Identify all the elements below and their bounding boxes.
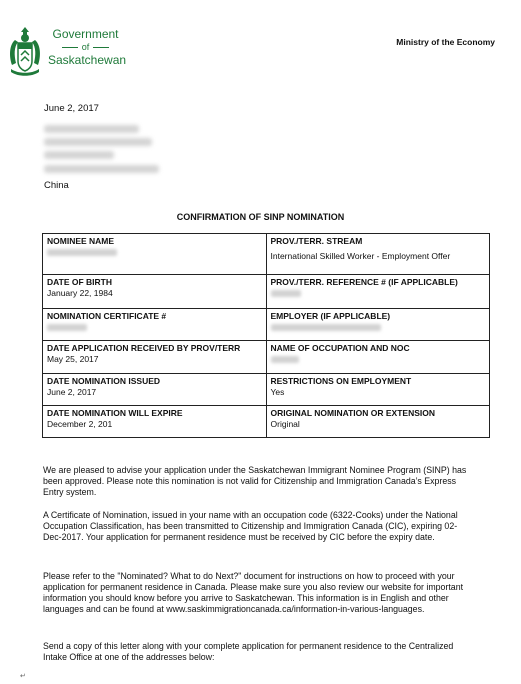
ministry-name: Ministry of the Economy: [396, 37, 495, 47]
table-cell: [43, 234, 267, 275]
redacted-address-line: [44, 138, 152, 146]
body-paragraph: Please refer to the "Nominated? What to do Next?" document for instructions on how to proceed with your application for permanent residence in Canada. Please make sure you also review our website for important information you should know before you arrive to Saskatchewan. This information is in English and other languages and can be found at www.saskimmigrationcanada.ca/information-in-various-languages.: [43, 571, 464, 614]
table-cell: [266, 234, 490, 275]
redacted-address-line: [44, 151, 114, 159]
document-title: CONFIRMATION OF SINP NOMINATION: [176, 212, 345, 222]
table-row: [43, 309, 490, 341]
cell-label: PROV./TERR. REFERENCE # (IF APPLICABLE): [270, 277, 458, 287]
table-cell: [43, 309, 267, 341]
gov-line-of: [48, 41, 123, 53]
cell-value: January 22, 1984: [47, 288, 113, 298]
cell-value: International Skilled Worker - Employment Offer: [270, 251, 451, 261]
cell-value: June 2, 2017: [47, 387, 97, 397]
cell-value-redacted: [47, 247, 262, 257]
gov-line-government: Government: [52, 27, 119, 41]
cell-value-redacted: [271, 288, 486, 298]
cell-label: DATE OF BIRTH: [47, 277, 113, 287]
table-row: [43, 275, 490, 309]
table-row: [43, 341, 490, 374]
cell-label: NAME OF OCCUPATION AND NOC: [270, 343, 410, 353]
cell-label: DATE NOMINATION ISSUED: [47, 376, 161, 386]
cell-value: Yes: [270, 387, 285, 397]
cell-value-redacted: [271, 322, 486, 332]
body-paragraph: A Certificate of Nomination, issued in your name with an occupation code (6322-Cooks) under the National Occupation Classification, has been transmitted to Citizenship and Immigration Canada (CIC), expiring 02-Dec-2017. Your application for permanent residence must be received by CIC before the expiry date.: [43, 510, 458, 542]
table-cell: [266, 275, 490, 309]
cell-value-redacted: [271, 354, 486, 364]
gov-of-text: of: [81, 42, 90, 52]
cell-label: RESTRICTIONS ON EMPLOYMENT: [270, 376, 412, 386]
return-mark-icon: ↵: [20, 673, 26, 680]
cell-label: NOMINEE NAME: [47, 236, 115, 246]
table-cell: [266, 309, 490, 341]
gov-line-saskatchewan: Saskatchewan: [48, 53, 127, 67]
cell-label: NOMINATION CERTIFICATE #: [47, 311, 167, 321]
table-row: [43, 406, 490, 438]
cell-value: May 25, 2017: [47, 354, 99, 364]
nomination-table: [42, 233, 490, 438]
body-paragraph: Send a copy of this letter along with your complete application for permanent residence to the Centralized Intake Office at one of the addresses below:: [43, 641, 454, 662]
cell-label: DATE APPLICATION RECEIVED BY PROV/TERR: [47, 343, 241, 353]
cell-label: ORIGINAL NOMINATION OR EXTENSION: [270, 408, 435, 418]
redacted-address-line: [44, 165, 159, 173]
table-cell: [266, 406, 490, 438]
saskatchewan-crest-icon: [6, 25, 44, 77]
table-cell: [43, 374, 267, 406]
body-paragraph: We are pleased to advise your application under the Saskatchewan Immigrant Nominee Program (SINP) has been approved. Please note this nomination is not valid for Citizenship and Immigration Canada’s Express Entry system.: [43, 465, 467, 497]
cell-value: Original: [270, 419, 300, 429]
table-cell: [43, 275, 267, 309]
table-row: [43, 234, 490, 275]
table-cell: [43, 341, 267, 374]
cell-label: PROV./TERR. STREAM: [270, 236, 363, 246]
cell-label: DATE NOMINATION WILL EXPIRE: [47, 408, 183, 418]
cell-value-redacted: [47, 322, 262, 332]
table-cell: [266, 341, 490, 374]
government-logo: [6, 25, 127, 77]
cell-value: December 2, 201: [47, 419, 113, 429]
table-cell: [266, 374, 490, 406]
address-country: China: [44, 180, 69, 191]
redacted-address-line: [44, 125, 139, 133]
table-cell: [43, 406, 267, 438]
letter-date: June 2, 2017: [44, 103, 99, 114]
cell-label: EMPLOYER (IF APPLICABLE): [270, 311, 391, 321]
government-wordmark: [48, 27, 127, 67]
table-row: [43, 374, 490, 406]
